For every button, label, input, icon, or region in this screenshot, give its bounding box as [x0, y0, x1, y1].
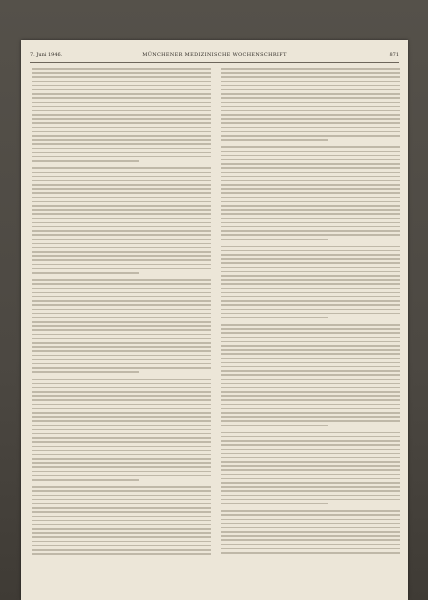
- text-line: [32, 524, 211, 526]
- text-line: [32, 309, 211, 311]
- text-column-left: [32, 68, 211, 588]
- text-line: [221, 383, 400, 385]
- text-line: [32, 288, 211, 290]
- text-line: [32, 486, 211, 488]
- text-line: [221, 275, 400, 277]
- text-line: [32, 490, 211, 492]
- text-line: [221, 391, 400, 393]
- text-line: [221, 544, 400, 546]
- text-line: [32, 495, 211, 497]
- text-line: [221, 205, 400, 207]
- text-line: [32, 226, 211, 228]
- text-line: [32, 475, 211, 477]
- journal-title: MÜNCHENER MEDIZINISCHE WOCHENSCHRIFT: [142, 52, 287, 58]
- text-line: [221, 349, 400, 351]
- text-line: [221, 490, 400, 492]
- text-line: [221, 332, 400, 334]
- text-line: [221, 304, 400, 306]
- text-line: [221, 552, 400, 554]
- text-line: [32, 184, 211, 186]
- text-line: [32, 106, 211, 108]
- text-line: [32, 503, 211, 505]
- text-line: [32, 296, 211, 298]
- text-line: [32, 383, 211, 385]
- text-line: [221, 114, 400, 116]
- text-line: [32, 395, 211, 397]
- text-line: [221, 250, 400, 252]
- text-line: [32, 156, 211, 158]
- text-line: [32, 234, 211, 236]
- text-line: [221, 399, 400, 401]
- text-line: [32, 152, 211, 154]
- text-line: [32, 131, 211, 133]
- text-line: [221, 478, 400, 480]
- text-line: [32, 536, 211, 538]
- text-line: [32, 72, 211, 74]
- text-line: [32, 222, 211, 224]
- text-line: [32, 334, 211, 336]
- text-line: [221, 309, 400, 311]
- text-line: [221, 239, 328, 241]
- text-line: [221, 465, 400, 467]
- text-line: [32, 192, 211, 194]
- text-line: [221, 163, 400, 165]
- text-line: [221, 408, 400, 410]
- text-line: [32, 172, 211, 174]
- text-line: [32, 209, 211, 211]
- text-line: [221, 110, 400, 112]
- text-line: [221, 155, 400, 157]
- text-line: [221, 535, 400, 537]
- text-line: [221, 449, 400, 451]
- text-line: [221, 444, 400, 446]
- text-line: [221, 313, 400, 315]
- text-line: [32, 279, 211, 281]
- text-line: [221, 254, 400, 256]
- text-line: [221, 97, 400, 99]
- text-line: [221, 374, 400, 376]
- text-line: [221, 292, 400, 294]
- text-line: [221, 337, 400, 339]
- text-column-right: [221, 68, 400, 588]
- text-line: [32, 143, 211, 145]
- text-line: [221, 209, 400, 211]
- text-line: [221, 234, 400, 236]
- text-line: [32, 404, 211, 406]
- text-line: [32, 479, 139, 481]
- text-line: [221, 519, 400, 521]
- text-line: [221, 146, 400, 148]
- text-line: [32, 102, 211, 104]
- text-line: [221, 548, 400, 550]
- text-line: [32, 188, 211, 190]
- text-line: [32, 412, 211, 414]
- text-line: [221, 436, 400, 438]
- text-line: [32, 528, 211, 530]
- text-line: [221, 218, 400, 220]
- text-line: [32, 139, 211, 141]
- text-line: [32, 425, 211, 427]
- text-line: [221, 416, 400, 418]
- text-line: [221, 345, 400, 347]
- text-line: [32, 553, 211, 555]
- text-line: [32, 283, 211, 285]
- text-line: [221, 366, 400, 368]
- text-line: [221, 102, 400, 104]
- text-line: [32, 148, 211, 150]
- text-line: [221, 246, 400, 248]
- text-line: [221, 482, 400, 484]
- text-line: [32, 259, 211, 261]
- text-line: [221, 151, 400, 153]
- text-line: [221, 135, 400, 137]
- text-line: [221, 283, 400, 285]
- text-line: [221, 106, 400, 108]
- text-line: [32, 458, 211, 460]
- text-line: [221, 404, 400, 406]
- text-line: [221, 258, 400, 260]
- text-line: [221, 300, 400, 302]
- text-line: [32, 350, 211, 352]
- text-line: [221, 510, 400, 512]
- text-line: [32, 268, 211, 270]
- text-line: [221, 188, 400, 190]
- text-line: [32, 446, 211, 448]
- text-line: [221, 230, 400, 232]
- text-line: [221, 288, 400, 290]
- text-line: [32, 441, 211, 443]
- text-line: [221, 341, 400, 343]
- issue-date: 7. Juni 1946.: [30, 52, 63, 58]
- text-line: [221, 370, 400, 372]
- text-line: [221, 420, 400, 422]
- text-line: [221, 159, 400, 161]
- text-line: [32, 218, 211, 220]
- text-line: [32, 317, 211, 319]
- text-line: [221, 89, 400, 91]
- text-line: [221, 167, 400, 169]
- text-line: [221, 474, 400, 476]
- text-line: [221, 353, 400, 355]
- text-line: [32, 359, 211, 361]
- text-line: [32, 416, 211, 418]
- text-line: [32, 429, 211, 431]
- text-line: [32, 114, 211, 116]
- text-line: [32, 201, 211, 203]
- text-line: [32, 127, 211, 129]
- text-line: [32, 89, 211, 91]
- text-line: [32, 255, 211, 257]
- text-line: [32, 549, 211, 551]
- running-header: [30, 52, 399, 61]
- text-line: [32, 450, 211, 452]
- text-line: [221, 197, 400, 199]
- text-line: [221, 296, 400, 298]
- text-line: [32, 264, 211, 266]
- text-line: [221, 279, 400, 281]
- text-line: [221, 514, 400, 516]
- header-rule: [30, 62, 399, 63]
- text-line: [32, 462, 211, 464]
- text-line: [221, 486, 400, 488]
- text-line: [32, 520, 211, 522]
- text-line: [32, 135, 211, 137]
- text-line: [221, 267, 400, 269]
- text-line: [221, 412, 400, 414]
- text-line: [32, 313, 211, 315]
- text-line: [32, 304, 211, 306]
- text-line: [32, 239, 211, 241]
- text-line: [32, 81, 211, 83]
- text-line: [221, 81, 400, 83]
- text-line: [32, 433, 211, 435]
- text-line: [32, 300, 211, 302]
- text-line: [32, 76, 211, 78]
- text-line: [221, 222, 400, 224]
- text-line: [221, 118, 400, 120]
- text-line: [221, 262, 400, 264]
- text-line: [32, 342, 211, 344]
- text-line: [221, 324, 400, 326]
- text-line: [221, 122, 400, 124]
- text-line: [32, 68, 211, 70]
- text-line: [32, 176, 211, 178]
- text-line: [221, 68, 400, 70]
- text-line: [32, 329, 211, 331]
- text-line: [32, 251, 211, 253]
- text-line: [221, 85, 400, 87]
- text-line: [32, 471, 211, 473]
- text-line: [32, 93, 211, 95]
- text-line: [32, 379, 211, 381]
- text-line: [221, 176, 400, 178]
- text-line: [32, 387, 211, 389]
- text-line: [32, 363, 211, 365]
- text-line: [32, 110, 211, 112]
- text-line: [32, 466, 211, 468]
- text-line: [221, 213, 400, 215]
- text-line: [32, 205, 211, 207]
- text-line: [221, 395, 400, 397]
- text-line: [32, 338, 211, 340]
- text-line: [221, 495, 400, 497]
- text-line: [32, 532, 211, 534]
- text-line: [32, 321, 211, 323]
- text-line: [32, 408, 211, 410]
- text-line: [221, 499, 400, 501]
- text-line: [221, 72, 400, 74]
- text-line: [32, 511, 211, 513]
- text-line: [221, 358, 400, 360]
- text-line: [32, 292, 211, 294]
- text-line: [221, 226, 400, 228]
- text-line: [221, 527, 400, 529]
- text-line: [221, 440, 400, 442]
- text-line: [32, 230, 211, 232]
- text-line: [221, 192, 400, 194]
- text-line: [32, 541, 211, 543]
- text-line: [32, 272, 139, 274]
- text-line: [221, 180, 400, 182]
- text-line: [32, 247, 211, 249]
- text-line: [32, 437, 211, 439]
- text-line: [32, 507, 211, 509]
- page-number: 871: [389, 52, 399, 58]
- text-line: [32, 180, 211, 182]
- text-line: [221, 457, 400, 459]
- text-line: [32, 97, 211, 99]
- text-line: [221, 172, 400, 174]
- text-line: [32, 122, 211, 124]
- text-line: [32, 516, 211, 518]
- text-line: [221, 453, 400, 455]
- text-line: [32, 545, 211, 547]
- text-line: [32, 325, 211, 327]
- text-line: [32, 167, 211, 169]
- text-line: [32, 399, 211, 401]
- text-line: [221, 432, 400, 434]
- text-line: [32, 371, 139, 373]
- text-line: [221, 328, 400, 330]
- text-line: [32, 85, 211, 87]
- document-page: [21, 40, 408, 600]
- text-line: [32, 420, 211, 422]
- text-line: [221, 271, 400, 273]
- text-line: [32, 213, 211, 215]
- text-line: [221, 523, 400, 525]
- text-line: [221, 362, 400, 364]
- text-line: [221, 131, 400, 133]
- text-line: [32, 243, 211, 245]
- text-line: [221, 461, 400, 463]
- text-line: [221, 201, 400, 203]
- text-line: [32, 355, 211, 357]
- text-line: [221, 539, 400, 541]
- text-line: [221, 379, 400, 381]
- text-line: [32, 197, 211, 199]
- text-line: [221, 425, 328, 427]
- text-line: [32, 346, 211, 348]
- text-line: [221, 93, 400, 95]
- text-line: [221, 127, 400, 129]
- text-line: [32, 454, 211, 456]
- text-line: [221, 184, 400, 186]
- text-line: [221, 531, 400, 533]
- text-line: [32, 391, 211, 393]
- text-line: [32, 367, 211, 369]
- text-line: [221, 139, 328, 141]
- text-line: [32, 499, 211, 501]
- text-line: [32, 160, 139, 162]
- text-line: [221, 469, 400, 471]
- text-line: [221, 387, 400, 389]
- text-line: [221, 76, 400, 78]
- text-line: [221, 503, 328, 505]
- text-line: [32, 118, 211, 120]
- text-line: [221, 317, 328, 319]
